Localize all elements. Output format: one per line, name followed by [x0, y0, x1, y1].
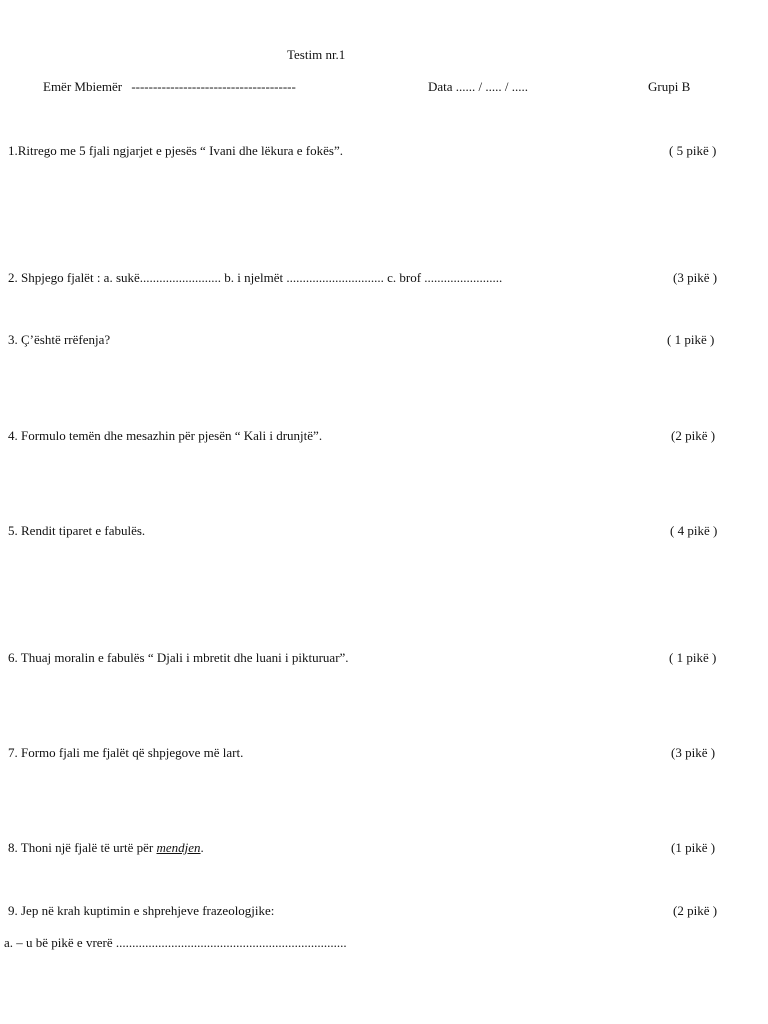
question-6-points: ( 1 pikë )	[669, 650, 717, 665]
question-9: 9. Jep në krah kuptimin e shprehjeve frazeologjike:	[8, 903, 275, 918]
question-8-text: 8. Thoni një fjalë të urtë për	[8, 840, 157, 855]
question-3-points: ( 1 pikë )	[667, 332, 715, 347]
question-4: 4. Formulo temën dhe mesazhin për pjesën “ Kali i drunjtë”.	[8, 428, 323, 443]
question-6: 6. Thuaj moralin e fabulës “ Djali i mbretit dhe luani i pikturuar”.	[8, 650, 349, 665]
question-8	[8, 840, 204, 856]
question-1-points: ( 5 pikë )	[669, 143, 717, 158]
question-7-points: (3 pikë )	[671, 745, 716, 760]
question-9-points: (2 pikë )	[673, 903, 718, 918]
question-8-end: .	[200, 840, 204, 855]
name-label-text: Emër Mbiemër	[43, 79, 123, 94]
question-4-points: (2 pikë )	[671, 428, 716, 443]
question-3: 3. Ç’është rrëfenja?	[8, 332, 111, 347]
question-1: 1.Ritrego me 5 fjali ngjarjet e pjesës “ Ivani dhe lëkura e fokës”.	[8, 143, 343, 158]
answer-line-a: a. – u bë pikë e vrerë .......................................................................	[4, 935, 347, 950]
question-5: 5. Rendit tiparet e fabulës.	[8, 523, 146, 538]
group-label: Grupi B	[648, 79, 691, 94]
question-8-emphasis: mendjen	[156, 840, 201, 855]
question-5-points: ( 4 pikë )	[670, 523, 718, 538]
question-2: 2. Shpjego fjalët : a. sukë......................... b. i njelmët .............................. c. brof ........................	[8, 270, 503, 285]
date-field: Data ...... / ..... / .....	[428, 79, 529, 94]
name-blank: --------------------------------------	[131, 79, 296, 94]
test-title: Testim nr.1	[287, 47, 346, 62]
question-7: 7. Formo fjali me fjalët që shpjegove më lart.	[8, 745, 244, 760]
name-label	[43, 79, 296, 95]
question-2-points: (3 pikë )	[673, 270, 718, 285]
question-8-points: (1 pikë )	[671, 840, 716, 855]
